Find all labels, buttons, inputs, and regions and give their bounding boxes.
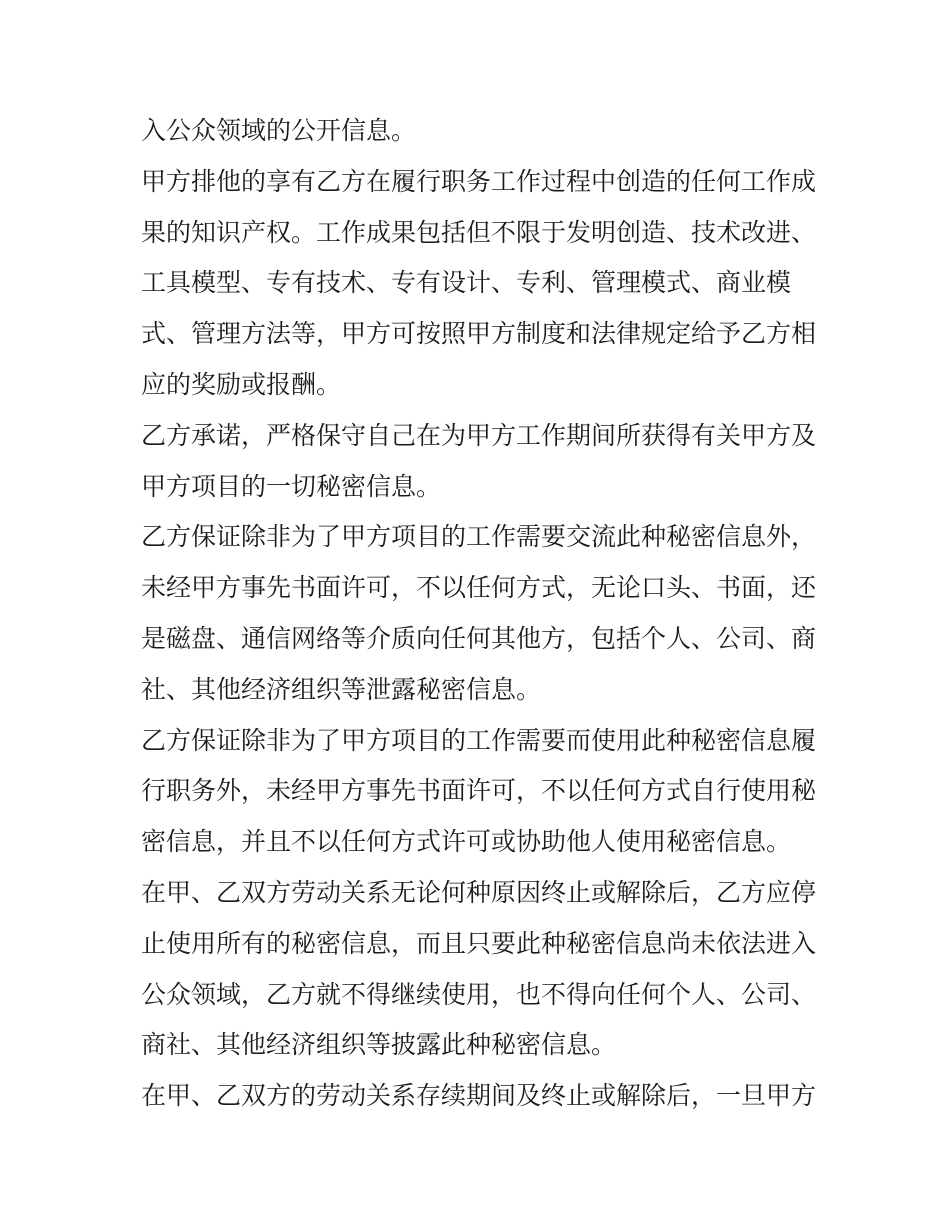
text-line: 未经甲方事先书面许可，不以任何方式，无论口头、书面，还 xyxy=(141,573,817,603)
text-line: 密信息，并且不以任何方式许可或协助他人使用秘密信息。 xyxy=(141,827,792,857)
text-line: 社、其他经济组织等泄露秘密信息。 xyxy=(141,674,542,704)
text-line: 商社、其他经济组织等披露此种秘密信息。 xyxy=(141,1030,617,1060)
text-line: 入公众领域的公开信息。 xyxy=(141,116,417,145)
text-line: 乙方保证除非为了甲方项目的工作需要交流此种秘密信息外， xyxy=(141,522,817,552)
document-body xyxy=(141,106,821,1122)
text-line: 在甲、乙双方的劳动关系存续期间及终止或解除后，一旦甲方 xyxy=(141,1081,817,1111)
text-line: 甲方项目的一切秘密信息。 xyxy=(141,471,442,501)
text-line: 行职务外，未经甲方事先书面许可，不以任何方式自行使用秘 xyxy=(141,776,817,806)
text-line: 止使用所有的秘密信息，而且只要此种秘密信息尚未依法进入 xyxy=(141,928,817,958)
text-line: 乙方保证除非为了甲方项目的工作需要而使用此种秘密信息履 xyxy=(141,725,817,755)
text-line: 工具模型、专有技术、专有设计、专利、管理模式、商业模 xyxy=(141,268,792,298)
text-line: 甲方排他的享有乙方在履行职务工作过程中创造的任何工作成 xyxy=(141,166,817,196)
text-line: 式、管理方法等，甲方可按照甲方制度和法律规定给予乙方相 xyxy=(141,319,817,349)
text-line: 公众领域，乙方就不得继续使用，也不得向任何个人、公司、 xyxy=(141,979,817,1009)
text-line: 是磁盘、通信网络等介质向任何其他方，包括个人、公司、商 xyxy=(141,623,817,653)
text-line: 乙方承诺，严格保守自己在为甲方工作期间所获得有关甲方及 xyxy=(141,420,817,450)
text-line: 在甲、乙双方劳动关系无论何种原因终止或解除后，乙方应停 xyxy=(141,877,817,907)
text-line: 果的知识产权。工作成果包括但不限于发明创造、技术改进、 xyxy=(141,217,817,247)
text-line: 应的奖励或报酬。 xyxy=(141,369,342,399)
